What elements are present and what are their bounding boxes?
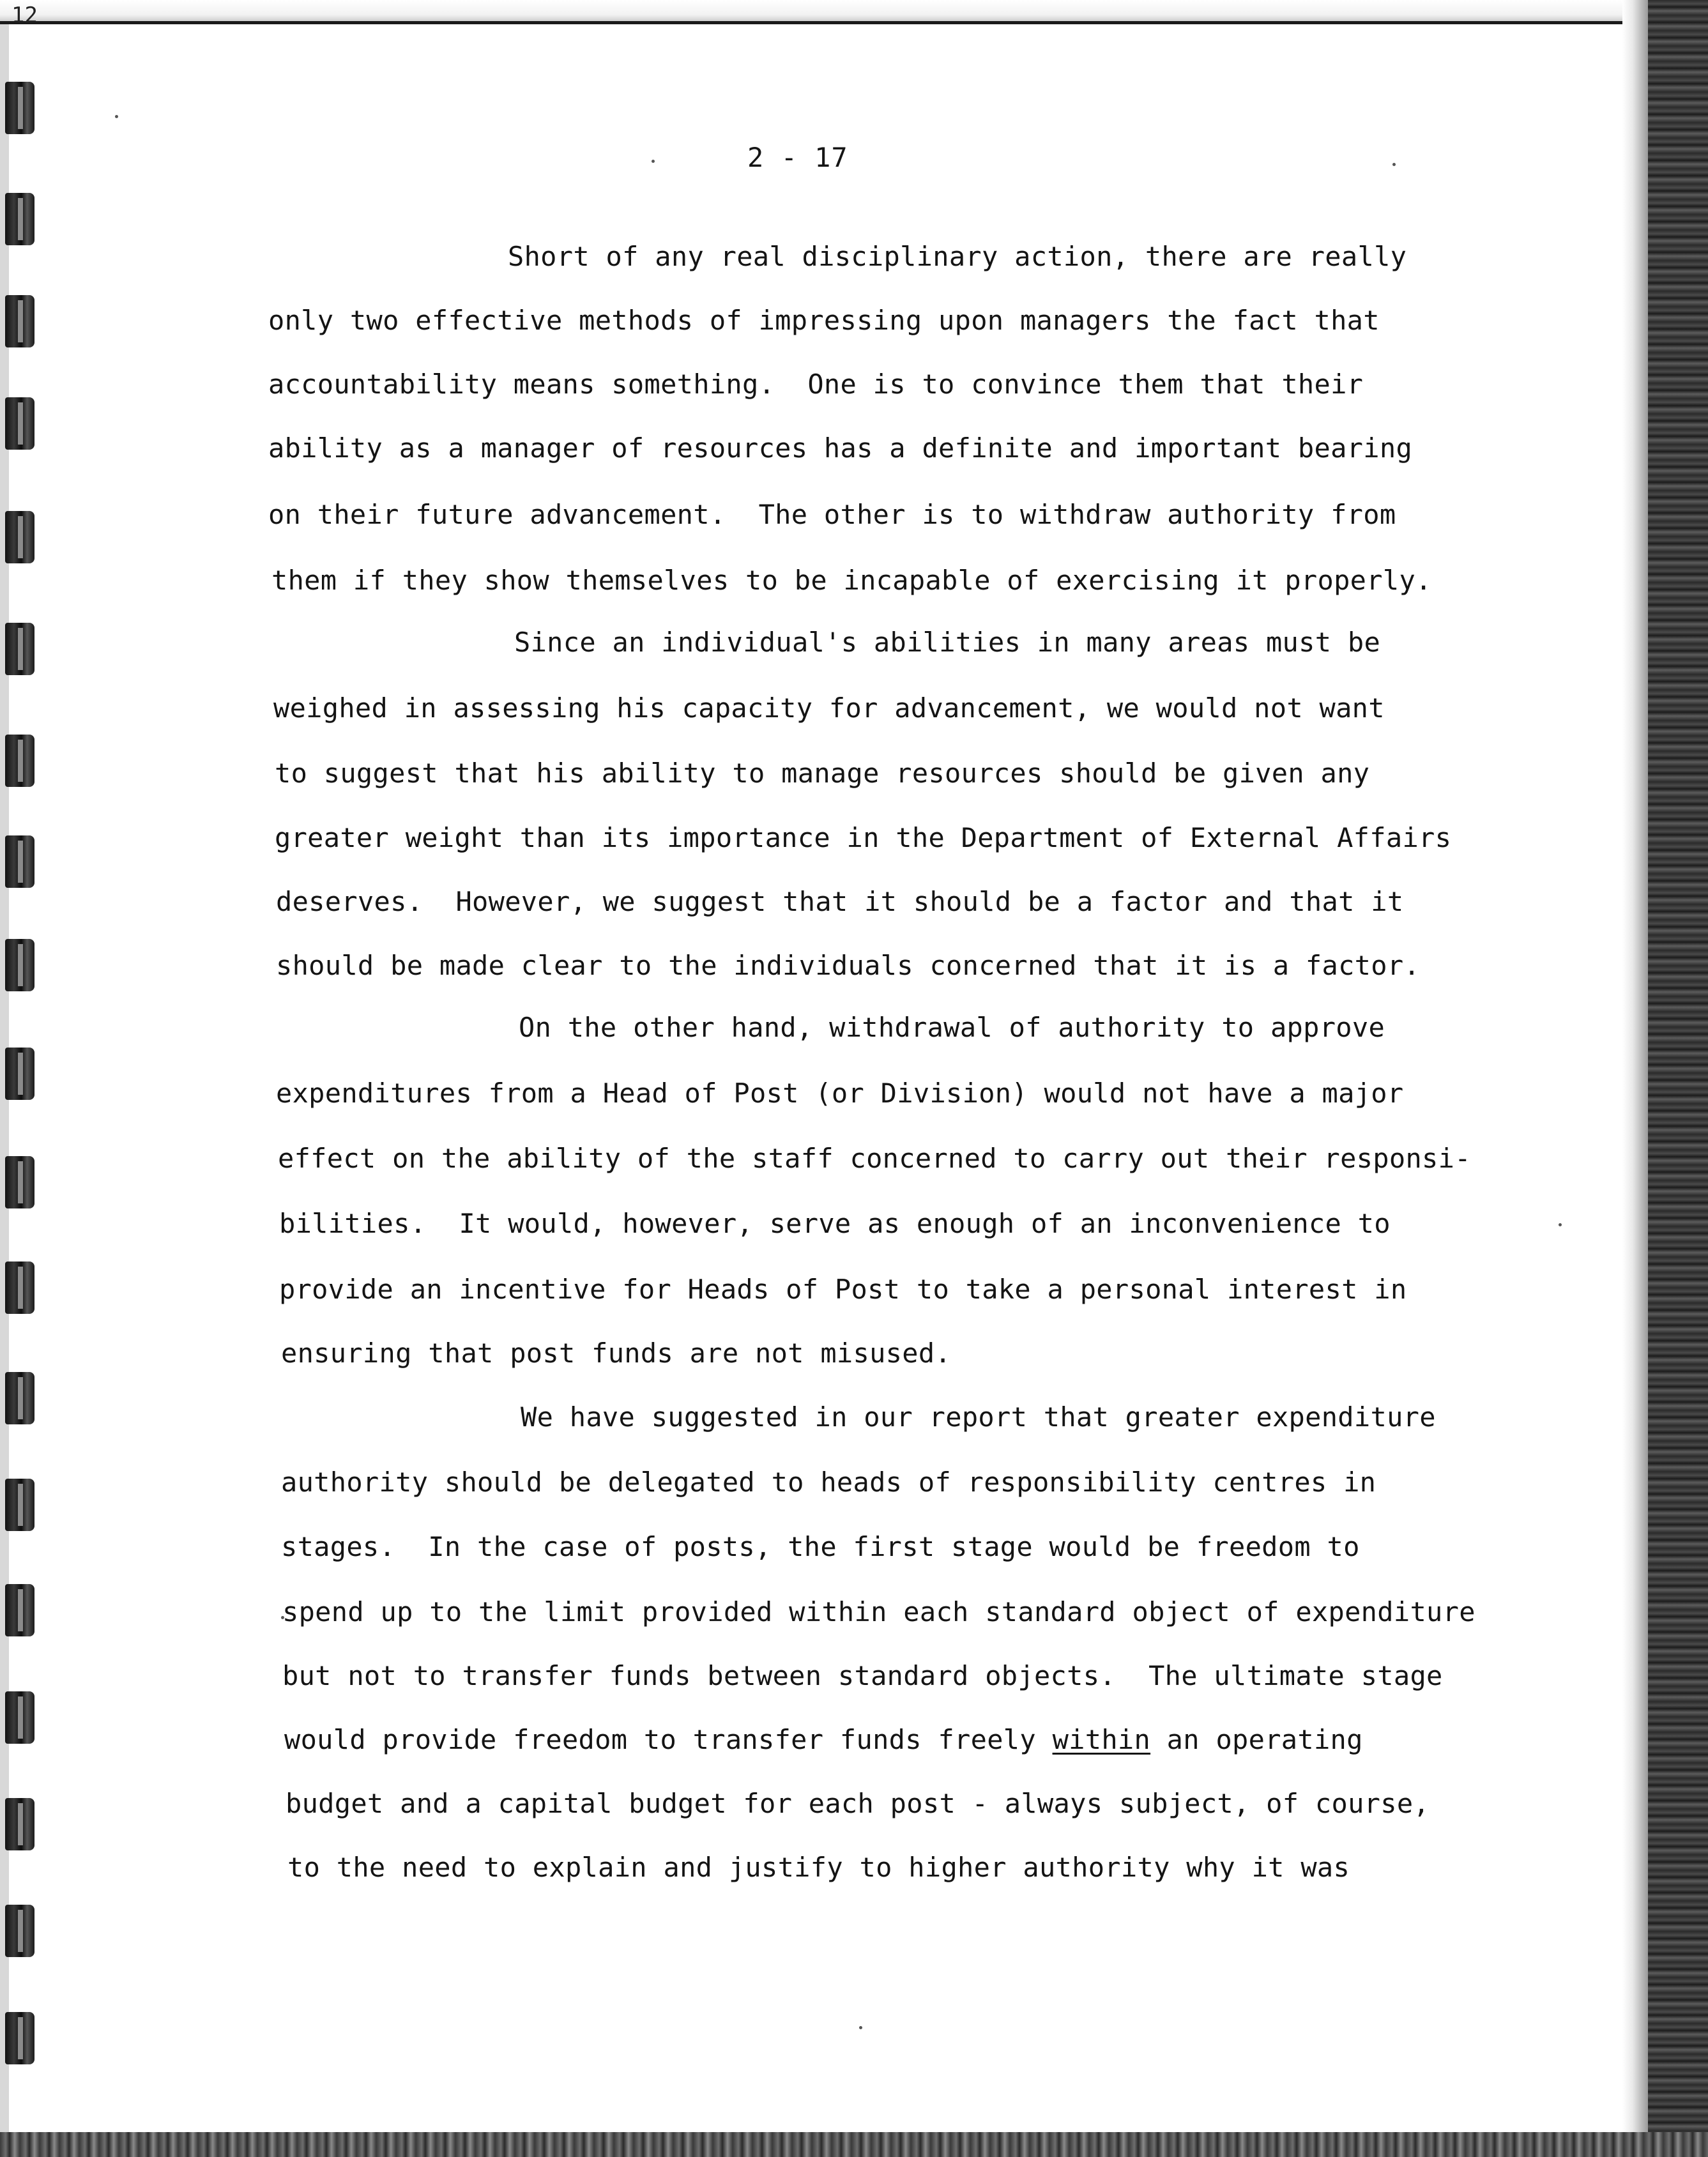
- scan-speck: [1559, 1223, 1562, 1226]
- text-line: provide an incentive for Heads of Post to take a personal interest in: [279, 1274, 1407, 1305]
- text-line: [284, 1725, 1363, 1755]
- binder-ring: [5, 1156, 34, 1208]
- page-number: 2 - 17: [747, 142, 848, 173]
- text-line: We have suggested in our report that greater expenditure: [521, 1401, 1436, 1433]
- text-line: to the need to explain and justify to higher authority why it was: [287, 1852, 1350, 1883]
- scan-right-edge: [1648, 0, 1708, 2157]
- scan-top-edge: [0, 0, 1648, 28]
- text-line: Since an individual's abilities in many areas must be: [514, 627, 1381, 658]
- text-line: but not to transfer funds between standard objects. The ultimate stage: [282, 1660, 1443, 1691]
- text-line: stages. In the case of posts, the first stage would be freedom to: [281, 1531, 1360, 1562]
- binder-ring: [5, 397, 34, 450]
- text-run: an operating: [1150, 1724, 1363, 1755]
- binder-ring: [5, 1905, 34, 1957]
- binder-ring: [5, 295, 34, 347]
- text-line: only two effective methods of impressing upon managers the fact that: [268, 305, 1380, 336]
- scan-speck: [115, 115, 118, 118]
- text-line: weighed in assessing his capacity for advancement, we would not want: [273, 692, 1385, 724]
- text-line: them if they show themselves to be incapable of exercising it properly.: [271, 565, 1432, 596]
- binder-ring: [5, 2012, 34, 2064]
- binder-ring: [5, 193, 34, 245]
- binder-ring: [5, 1261, 34, 1314]
- text-line: expenditures from a Head of Post (or Division) would not have a major: [276, 1078, 1404, 1109]
- binder-ring: [5, 1048, 34, 1100]
- text-line: bilities. It would, however, serve as enough of an inconvenience to: [279, 1208, 1391, 1239]
- binder-ring: [5, 1691, 34, 1744]
- binder-ring: [5, 82, 34, 134]
- scan-bottom-edge: [0, 2132, 1708, 2157]
- text-line: spend up to the limit provided within each standard object of expenditure: [282, 1596, 1475, 1627]
- underlined-word: within: [1052, 1724, 1151, 1755]
- binder-ring: [5, 1798, 34, 1850]
- binder-ring: [5, 511, 34, 563]
- text-line: On the other hand, withdrawal of authority to approve: [519, 1012, 1385, 1043]
- text-line: accountability means something. One is to convince them that their: [268, 369, 1364, 400]
- text-line: Short of any real disciplinary action, there are really: [508, 241, 1407, 272]
- text-run: would provide freedom to transfer funds freely: [284, 1724, 1053, 1755]
- text-line: should be made clear to the individuals concerned that it is a factor.: [276, 950, 1421, 981]
- text-line: effect on the ability of the staff concerned to carry out their responsi-: [278, 1143, 1471, 1174]
- page-curl-shadow: [1622, 0, 1648, 2157]
- text-line: budget and a capital budget for each post - always subject, of course,: [286, 1788, 1430, 1819]
- text-line: ensuring that post funds are not misused.: [281, 1338, 952, 1369]
- text-line: deserves. However, we suggest that it should be a factor and that it: [276, 886, 1404, 917]
- binder-ring: [5, 1479, 34, 1531]
- scan-speck: [859, 2026, 862, 2029]
- text-line: to suggest that his ability to manage resources should be given any: [275, 758, 1370, 789]
- binder-ring: [5, 1372, 34, 1424]
- scan-speck: [652, 160, 655, 163]
- text-line: greater weight than its importance in the Department of External Affairs: [275, 822, 1452, 853]
- corner-mark: 12: [11, 3, 38, 28]
- text-line: authority should be delegated to heads of responsibility centres in: [281, 1467, 1376, 1498]
- text-line: on their future advancement. The other is to withdraw authority from: [268, 499, 1396, 530]
- text-line: ability as a manager of resources has a definite and important bearing: [268, 432, 1413, 464]
- binder-ring: [5, 939, 34, 991]
- binder-ring: [5, 735, 34, 787]
- binder-ring: [5, 623, 34, 675]
- binder-ring: [5, 835, 34, 888]
- scan-speck: [1392, 163, 1396, 166]
- binder-ring: [5, 1584, 34, 1636]
